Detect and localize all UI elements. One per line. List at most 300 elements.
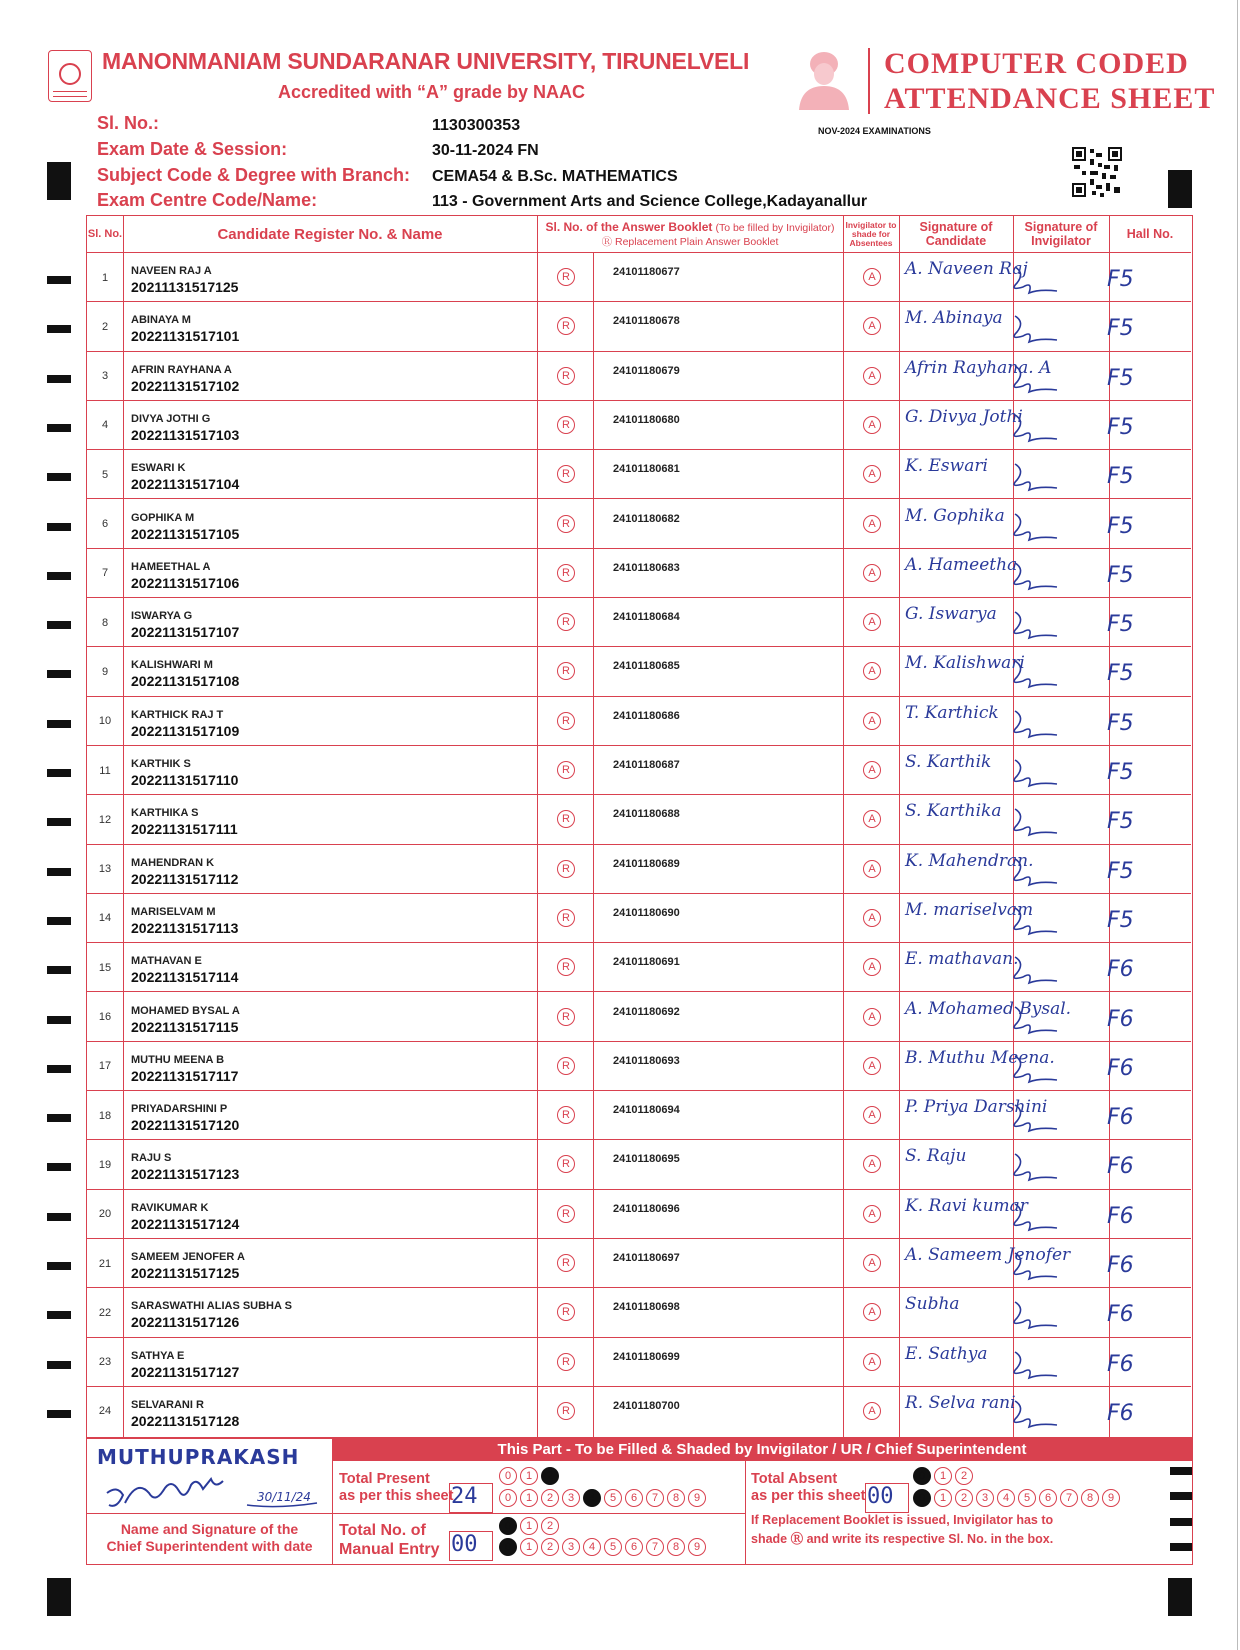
candidate-signature: M. Kalishwari xyxy=(905,653,1025,674)
chief-name: MUTHUPRAKASH xyxy=(97,1445,300,1469)
chief-date: 30/11/24 xyxy=(257,1490,311,1504)
candidate-reg-no: 20221131517114 xyxy=(131,969,239,986)
candidate-reg-no: 20221131517127 xyxy=(131,1363,240,1380)
booklet-number: 24101180678 xyxy=(613,315,680,328)
row-sl: 8 xyxy=(101,616,109,629)
invigilator-signature xyxy=(1005,508,1063,544)
candidate-name: PRIYADARSHINI P xyxy=(131,1103,228,1116)
booklet-number: 24101180691 xyxy=(613,956,680,969)
candidate-name: RAJU S xyxy=(131,1152,172,1165)
total-absent-label xyxy=(751,1471,865,1506)
hall-number: F5 xyxy=(1107,464,1134,490)
candidate-signature: A. Hameetha xyxy=(905,554,1018,575)
chief-label-line1: Name and Signature of the xyxy=(120,1521,299,1537)
header-booklet xyxy=(537,216,843,253)
hall-number: F6 xyxy=(1107,1302,1134,1328)
candidate-name: MAHENDRAN K xyxy=(131,856,215,869)
candidate-signature: E. mathavan. xyxy=(905,949,1019,970)
candidate-signature: S. Karthik xyxy=(905,752,992,772)
candidate-reg-no: 20221131517103 xyxy=(131,426,240,443)
candidate-name: MOHAMED BYSAL A xyxy=(131,1004,240,1017)
header-sig-invigilator: Signature of Invigilator xyxy=(1024,220,1098,248)
row-sl: 22 xyxy=(98,1306,112,1319)
hall-number: F5 xyxy=(1107,612,1134,638)
header-hall: Hall No. xyxy=(1126,226,1174,241)
row-sl: 15 xyxy=(98,961,112,974)
replacement-bubble[interactable]: R xyxy=(557,465,575,483)
table-row xyxy=(87,845,1191,894)
row-sl: 11 xyxy=(99,764,111,777)
table-row xyxy=(87,1190,1191,1239)
row-sl: 1 xyxy=(101,271,109,284)
timing-mark xyxy=(47,1262,71,1270)
replacement-bubble[interactable]: R xyxy=(557,810,575,828)
hall-number: F5 xyxy=(1107,562,1134,588)
absent-bubble[interactable]: A xyxy=(863,317,881,335)
row-sl: 5 xyxy=(101,468,109,481)
present-units-bubbles[interactable]: 0 1 2 3 4 5 6 7 8 9 xyxy=(499,1489,706,1507)
absent-bubble[interactable]: A xyxy=(863,613,881,631)
table-row xyxy=(87,401,1191,450)
booklet-number: 24101180693 xyxy=(613,1054,680,1067)
timing-mark xyxy=(47,1114,71,1122)
hall-number: F6 xyxy=(1107,1105,1134,1131)
absent-tens-bubbles[interactable]: 0 1 2 xyxy=(913,1467,973,1485)
booklet-number: 24101180699 xyxy=(613,1350,680,1363)
replacement-bubble[interactable]: R xyxy=(557,1155,575,1173)
replacement-bubble[interactable]: R xyxy=(557,613,575,631)
table-row xyxy=(87,943,1191,992)
candidate-reg-no: 20221131517115 xyxy=(131,1018,239,1035)
candidate-name: ISWARYA G xyxy=(131,610,193,623)
invigilator-signature xyxy=(1005,360,1063,396)
candidate-name: MATHAVAN E xyxy=(131,955,202,968)
footer-banner: This Part - To be Filled & Shaded by Invigilator / UR / Chief Superintendent xyxy=(332,1439,1192,1461)
invigilator-signature xyxy=(1005,1247,1063,1283)
candidate-signature: K. Eswari xyxy=(905,456,988,477)
absent-bubble[interactable]: A xyxy=(863,1106,881,1124)
candidate-signature: A. Mohamed Bysal. xyxy=(905,998,1072,1019)
exam-session-tag: NOV-2024 EXAMINATIONS xyxy=(818,126,931,136)
booklet-number: 24101180685 xyxy=(613,660,680,673)
total-present-label xyxy=(339,1471,453,1506)
invigilator-signature xyxy=(1005,458,1063,494)
manual-entry-label xyxy=(339,1521,439,1559)
booklet-number: 24101180700 xyxy=(613,1399,680,1412)
qr-code xyxy=(1072,146,1122,198)
replacement-bubble[interactable]: R xyxy=(557,416,575,434)
booklet-number: 24101180688 xyxy=(613,808,680,821)
candidate-reg-no: 20221131517105 xyxy=(131,525,240,542)
candidate-reg-no: 20221131517104 xyxy=(131,476,240,493)
timing-mark xyxy=(47,276,71,284)
timing-mark xyxy=(47,424,71,432)
row-sl: 20 xyxy=(98,1208,112,1221)
booklet-number: 24101180680 xyxy=(613,413,680,426)
timing-mark xyxy=(47,868,71,876)
candidate-name: GOPHIKA M xyxy=(131,511,195,524)
header-booklet-note: (To be filled by Invigilator) xyxy=(715,222,835,235)
candidate-reg-no: 20221131517109 xyxy=(131,722,240,739)
hall-number: F5 xyxy=(1107,809,1134,835)
replacement-bubble[interactable]: R xyxy=(557,1254,575,1272)
row-sl: 23 xyxy=(98,1356,112,1369)
candidate-reg-no: 20221131517120 xyxy=(131,1117,240,1134)
manual-tens-bubbles[interactable]: 0 1 2 xyxy=(499,1517,559,1535)
hall-number: F6 xyxy=(1107,1351,1134,1377)
table-header xyxy=(87,216,1191,253)
absent-units-bubbles[interactable]: 0 1 2 3 4 5 6 7 8 9 xyxy=(913,1489,1120,1507)
candidate-signature: S. Karthika xyxy=(905,801,1002,822)
candidate-name: KARTHICK RAJ T xyxy=(131,708,224,721)
invigilator-signature xyxy=(1005,261,1063,297)
candidate-signature: Subha xyxy=(905,1294,960,1315)
absent-bubble[interactable]: A xyxy=(863,761,881,779)
replacement-bubble[interactable]: R xyxy=(557,367,575,385)
booklet-number: 24101180683 xyxy=(613,561,680,574)
absent-bubble[interactable]: A xyxy=(863,1205,881,1223)
booklet-number: 24101180682 xyxy=(613,512,680,525)
manual-entry-value: 00 xyxy=(451,1532,478,1557)
timing-mark xyxy=(47,473,71,481)
invigilator-signature xyxy=(1005,409,1063,445)
table-row xyxy=(87,993,1191,1042)
hall-number: F5 xyxy=(1107,267,1134,292)
candidate-signature: K. Ravi kumar xyxy=(905,1195,1028,1216)
timing-mark xyxy=(47,966,71,974)
candidate-reg-no: 20221131517123 xyxy=(131,1166,240,1183)
candidate-name: RAVIKUMAR K xyxy=(131,1201,209,1214)
replacement-note xyxy=(751,1511,1053,1550)
manual-entry-label-1: Total No. of xyxy=(339,1522,426,1539)
hall-number: F5 xyxy=(1107,907,1134,933)
candidate-signature: M. mariselvam xyxy=(905,899,1034,920)
absent-bubble[interactable]: A xyxy=(863,860,881,878)
timing-mark xyxy=(47,769,71,777)
replacement-bubble[interactable]: R xyxy=(557,564,575,582)
hall-number: F5 xyxy=(1107,858,1134,884)
subject-label: Subject Code & Degree with Branch: xyxy=(97,165,411,185)
table-row xyxy=(87,1387,1191,1436)
booklet-number: 24101180696 xyxy=(613,1202,680,1215)
table-row xyxy=(87,795,1191,844)
footer-divider xyxy=(745,1461,746,1564)
replacement-bubble[interactable]: R xyxy=(557,317,575,335)
row-sl: 16 xyxy=(98,1011,112,1023)
timing-mark xyxy=(47,720,71,728)
booklet-number: 24101180686 xyxy=(613,709,680,722)
row-sl: 18 xyxy=(98,1109,112,1122)
replacement-bubble[interactable]: R xyxy=(557,515,575,533)
timing-mark xyxy=(47,1213,71,1221)
table-row xyxy=(87,1140,1191,1189)
header-candidate: Candidate Register No. & Name xyxy=(217,225,443,243)
replacement-bubble[interactable]: R xyxy=(557,761,575,779)
invigilator-signature xyxy=(1005,705,1063,741)
candidate-reg-no: 20221131517125 xyxy=(131,1265,240,1281)
candidate-signature: A. Sameem Jenofer xyxy=(905,1245,1071,1265)
footer-divider xyxy=(87,1513,745,1514)
candidate-reg-no: 20221131517108 xyxy=(131,673,240,690)
absent-bubble[interactable]: A xyxy=(863,1057,881,1075)
header-booklet-main: Sl. No. of the Answer Booklet xyxy=(545,220,713,235)
candidate-reg-no: 20221131517117 xyxy=(131,1067,239,1084)
table-row xyxy=(87,647,1191,696)
booklet-number: 24101180695 xyxy=(613,1153,680,1166)
replacement-bubble[interactable]: R xyxy=(557,1057,575,1075)
absent-bubble[interactable]: A xyxy=(863,1254,881,1272)
header-sig-candidate: Signature of Candidate xyxy=(919,220,993,248)
invigilator-signature xyxy=(1005,1001,1063,1037)
candidate-reg-no: 20221131517113 xyxy=(131,919,239,936)
table-row xyxy=(87,450,1191,499)
row-sl: 7 xyxy=(101,567,109,580)
absent-bubble[interactable]: A xyxy=(863,367,881,385)
total-present-label-1: Total Present xyxy=(339,1471,430,1487)
absent-bubble[interactable]: A xyxy=(863,958,881,976)
timing-mark xyxy=(47,523,71,531)
table-row xyxy=(87,598,1191,647)
table-row xyxy=(87,697,1191,746)
row-sl: 12 xyxy=(98,813,112,826)
replacement-bubble[interactable]: R xyxy=(557,1106,575,1124)
candidate-reg-no: 20221131517128 xyxy=(131,1412,240,1429)
booklet-number: 24101180684 xyxy=(613,611,680,624)
candidate-name: KALISHWARI M xyxy=(131,659,213,672)
replacement-bubble[interactable]: R xyxy=(557,1402,575,1420)
candidate-reg-no: 20221131517110 xyxy=(131,772,239,788)
timing-mark xyxy=(47,1163,71,1171)
candidate-signature: E. Sathya xyxy=(905,1343,988,1364)
candidate-signature: G. Iswarya xyxy=(905,604,997,625)
university-logo xyxy=(48,50,92,102)
candidate-reg-no: 20221131517107 xyxy=(131,624,240,641)
sl-no-label: Sl. No.: xyxy=(97,113,159,133)
invigilator-signature xyxy=(1005,1198,1063,1234)
candidate-reg-no: 20221131517101 xyxy=(131,328,240,345)
timing-mark xyxy=(47,670,71,678)
invigilator-signature xyxy=(1005,951,1063,987)
absent-bubble[interactable]: A xyxy=(863,1303,881,1321)
absent-bubble[interactable]: A xyxy=(863,662,881,680)
replacement-note-line1: If Replacement Booklet is issued, Invigilator has to xyxy=(751,1513,1054,1527)
candidate-name: SATHYA E xyxy=(131,1349,185,1362)
hall-number: F5 xyxy=(1107,365,1134,391)
sheet-title-line2: ATTENDANCE SHEET xyxy=(884,82,1216,115)
candidate-signature: Afrin Rayhana. A xyxy=(905,357,1052,378)
centre-label: Exam Centre Code/Name: xyxy=(97,190,318,210)
timing-mark xyxy=(47,917,71,925)
hall-number: F6 xyxy=(1107,1154,1134,1180)
header-sl: Sl. No. xyxy=(87,227,123,240)
absent-bubble[interactable]: A xyxy=(863,1155,881,1173)
chief-label-line2: Chief Superintendent with date xyxy=(106,1537,313,1554)
header-divider xyxy=(868,48,870,114)
absent-bubble[interactable]: A xyxy=(863,1008,881,1026)
candidate-reg-no: 20221131517111 xyxy=(131,821,238,838)
absent-bubble[interactable]: A xyxy=(863,712,881,730)
absent-bubble[interactable]: A xyxy=(863,564,881,582)
header-booklet-sub: Ⓡ Replacement Plain Answer Booklet xyxy=(601,235,779,248)
candidate-name: DIVYA JOTHI G xyxy=(131,412,211,425)
invigilator-signature xyxy=(1005,310,1063,346)
registration-mark xyxy=(47,162,71,200)
row-sl: 4 xyxy=(101,419,109,432)
timing-mark xyxy=(47,1016,71,1024)
subject-value: CEMA54 & B.Sc. MATHEMATICS xyxy=(432,168,678,185)
manual-units-bubbles[interactable]: 0 1 2 3 4 5 6 7 8 9 xyxy=(499,1538,706,1556)
absent-bubble[interactable]: A xyxy=(863,515,881,533)
replacement-bubble[interactable]: R xyxy=(557,268,575,286)
chief-signature xyxy=(97,1475,327,1517)
candidate-signature: B. Muthu Meena. xyxy=(905,1047,1055,1068)
candidate-signature: R. Selva rani xyxy=(905,1392,1016,1413)
invigilator-signature xyxy=(1005,1395,1063,1431)
row-sl: 14 xyxy=(98,912,112,925)
timing-mark xyxy=(47,818,71,826)
hall-number: F5 xyxy=(1107,760,1134,785)
timing-mark xyxy=(47,375,71,383)
replacement-bubble[interactable]: R xyxy=(557,1205,575,1223)
candidate-name: SAMEEM JENOFER A xyxy=(131,1251,245,1263)
replacement-bubble[interactable]: R xyxy=(557,1303,575,1321)
hall-number: F5 xyxy=(1107,414,1134,440)
booklet-number: 24101180692 xyxy=(613,1005,680,1018)
timing-mark xyxy=(47,1410,71,1418)
candidate-name: MUTHU MEENA B xyxy=(131,1053,225,1066)
row-sl: 2 xyxy=(101,320,109,333)
centre-value: 113 - Government Arts and Science College,Kadayanallur xyxy=(432,193,868,210)
total-present-value: 24 xyxy=(451,1484,478,1509)
total-absent-label-1: Total Absent xyxy=(751,1471,838,1487)
present-tens-bubbles[interactable]: 0 1 2 xyxy=(499,1467,559,1485)
chief-label xyxy=(87,1521,332,1555)
candidate-reg-no: 20221131517126 xyxy=(131,1314,240,1331)
hall-number: F5 xyxy=(1107,513,1134,539)
replacement-bubble[interactable]: R xyxy=(557,712,575,730)
hall-number: F6 xyxy=(1107,1055,1134,1081)
table-row xyxy=(87,302,1191,351)
accreditation-text: Accredited with “A” grade by NAAC xyxy=(278,82,586,102)
candidate-name: KARTHIK S xyxy=(131,758,191,770)
row-sl: 24 xyxy=(98,1405,112,1418)
candidate-signature: A. Naveen Raj xyxy=(905,259,1028,279)
candidate-signature: M. Gophika xyxy=(905,505,1005,526)
replacement-bubble[interactable]: R xyxy=(557,662,575,680)
registration-mark xyxy=(1168,1578,1192,1616)
table-row xyxy=(87,253,1191,302)
table-row xyxy=(87,1239,1191,1288)
footer-panel xyxy=(86,1438,1193,1565)
absent-bubble[interactable]: A xyxy=(863,1402,881,1420)
booklet-number: 24101180698 xyxy=(613,1301,680,1314)
invigilator-signature xyxy=(1005,1050,1063,1086)
absent-bubble[interactable]: A xyxy=(863,416,881,434)
booklet-number: 24101180689 xyxy=(613,857,680,870)
replacement-bubble[interactable]: R xyxy=(557,909,575,927)
table-row xyxy=(87,352,1191,401)
candidate-signature: M. Abinaya xyxy=(905,308,1003,329)
registration-mark xyxy=(1168,170,1192,208)
total-absent-label-2: as per this sheet xyxy=(751,1488,866,1505)
absent-bubble[interactable]: A xyxy=(863,810,881,828)
candidate-signature: S. Raju xyxy=(905,1146,967,1167)
candidate-name: ABINAYA M xyxy=(131,314,191,327)
table-row xyxy=(87,1338,1191,1387)
row-sl: 10 xyxy=(98,715,112,728)
hall-number: F6 xyxy=(1107,957,1134,983)
replacement-bubble[interactable]: R xyxy=(557,1008,575,1026)
candidate-reg-no: 20221131517106 xyxy=(131,574,240,591)
booklet-number: 24101180687 xyxy=(613,759,680,771)
invigilator-signature xyxy=(1005,655,1063,691)
candidate-signature: K. Mahendran. xyxy=(905,850,1034,871)
row-sl: 9 xyxy=(101,665,109,678)
absent-bubble[interactable]: A xyxy=(863,465,881,483)
invigilator-signature xyxy=(1005,754,1063,790)
candidate-name: AFRIN RAYHANA A xyxy=(131,363,232,376)
invigilator-signature xyxy=(1005,853,1063,889)
invigilator-signature xyxy=(1005,606,1063,642)
row-sl: 21 xyxy=(98,1257,112,1270)
candidate-name: HAMEETHAL A xyxy=(131,560,211,573)
candidate-name: SELVARANI R xyxy=(131,1398,204,1411)
manual-entry-label-2: Manual Entry xyxy=(339,1541,440,1559)
table-row xyxy=(87,500,1191,549)
timing-mark xyxy=(47,1311,71,1319)
replacement-note-line2: shade Ⓡ and write its respective Sl. No. in the box. xyxy=(751,1532,1054,1547)
candidate-reg-no: 20211131517125 xyxy=(131,279,239,295)
candidate-name: ESWARI K xyxy=(131,462,186,475)
candidate-reg-no: 20221131517102 xyxy=(131,377,240,394)
row-sl: 6 xyxy=(101,518,109,530)
hall-number: F5 xyxy=(1107,316,1134,342)
hall-number: F6 xyxy=(1107,1253,1134,1278)
candidate-reg-no: 20221131517112 xyxy=(131,870,239,887)
replacement-bubble[interactable]: R xyxy=(557,1353,575,1371)
absent-bubble[interactable]: A xyxy=(863,268,881,286)
table-row xyxy=(87,894,1191,943)
header-invig-shade: Invigilator to shade for Absentees xyxy=(845,220,897,248)
table-row xyxy=(87,746,1191,795)
replacement-bubble[interactable]: R xyxy=(557,860,575,878)
booklet-number: 24101180694 xyxy=(613,1104,680,1117)
booklet-number: 24101180690 xyxy=(613,906,680,919)
hall-number: F5 xyxy=(1107,710,1134,736)
absent-bubble[interactable]: A xyxy=(863,1353,881,1371)
timing-mark xyxy=(47,1065,71,1073)
timing-mark xyxy=(47,1361,71,1369)
invigilator-signature xyxy=(1005,1296,1063,1332)
invigilator-signature xyxy=(1005,803,1063,839)
sheet-title-line1: COMPUTER CODED xyxy=(884,47,1189,80)
total-absent-value: 00 xyxy=(867,1484,894,1509)
table-row xyxy=(87,1288,1191,1337)
invigilator-signature xyxy=(1005,1148,1063,1184)
invigilator-signature xyxy=(1005,1099,1063,1135)
replacement-bubble[interactable]: R xyxy=(557,958,575,976)
hall-number: F5 xyxy=(1107,661,1134,687)
absent-bubble[interactable]: A xyxy=(863,909,881,927)
exam-date-label: Exam Date & Session: xyxy=(97,139,288,159)
row-sl: 13 xyxy=(98,863,112,876)
registration-mark xyxy=(47,1578,71,1616)
booklet-number: 24101180679 xyxy=(613,364,680,377)
booklet-number: 24101180697 xyxy=(613,1252,680,1264)
sl-no-value: 1130300353 xyxy=(432,117,521,134)
invigilator-signature xyxy=(1005,1346,1063,1382)
candidate-reg-no: 20221131517124 xyxy=(131,1215,240,1232)
